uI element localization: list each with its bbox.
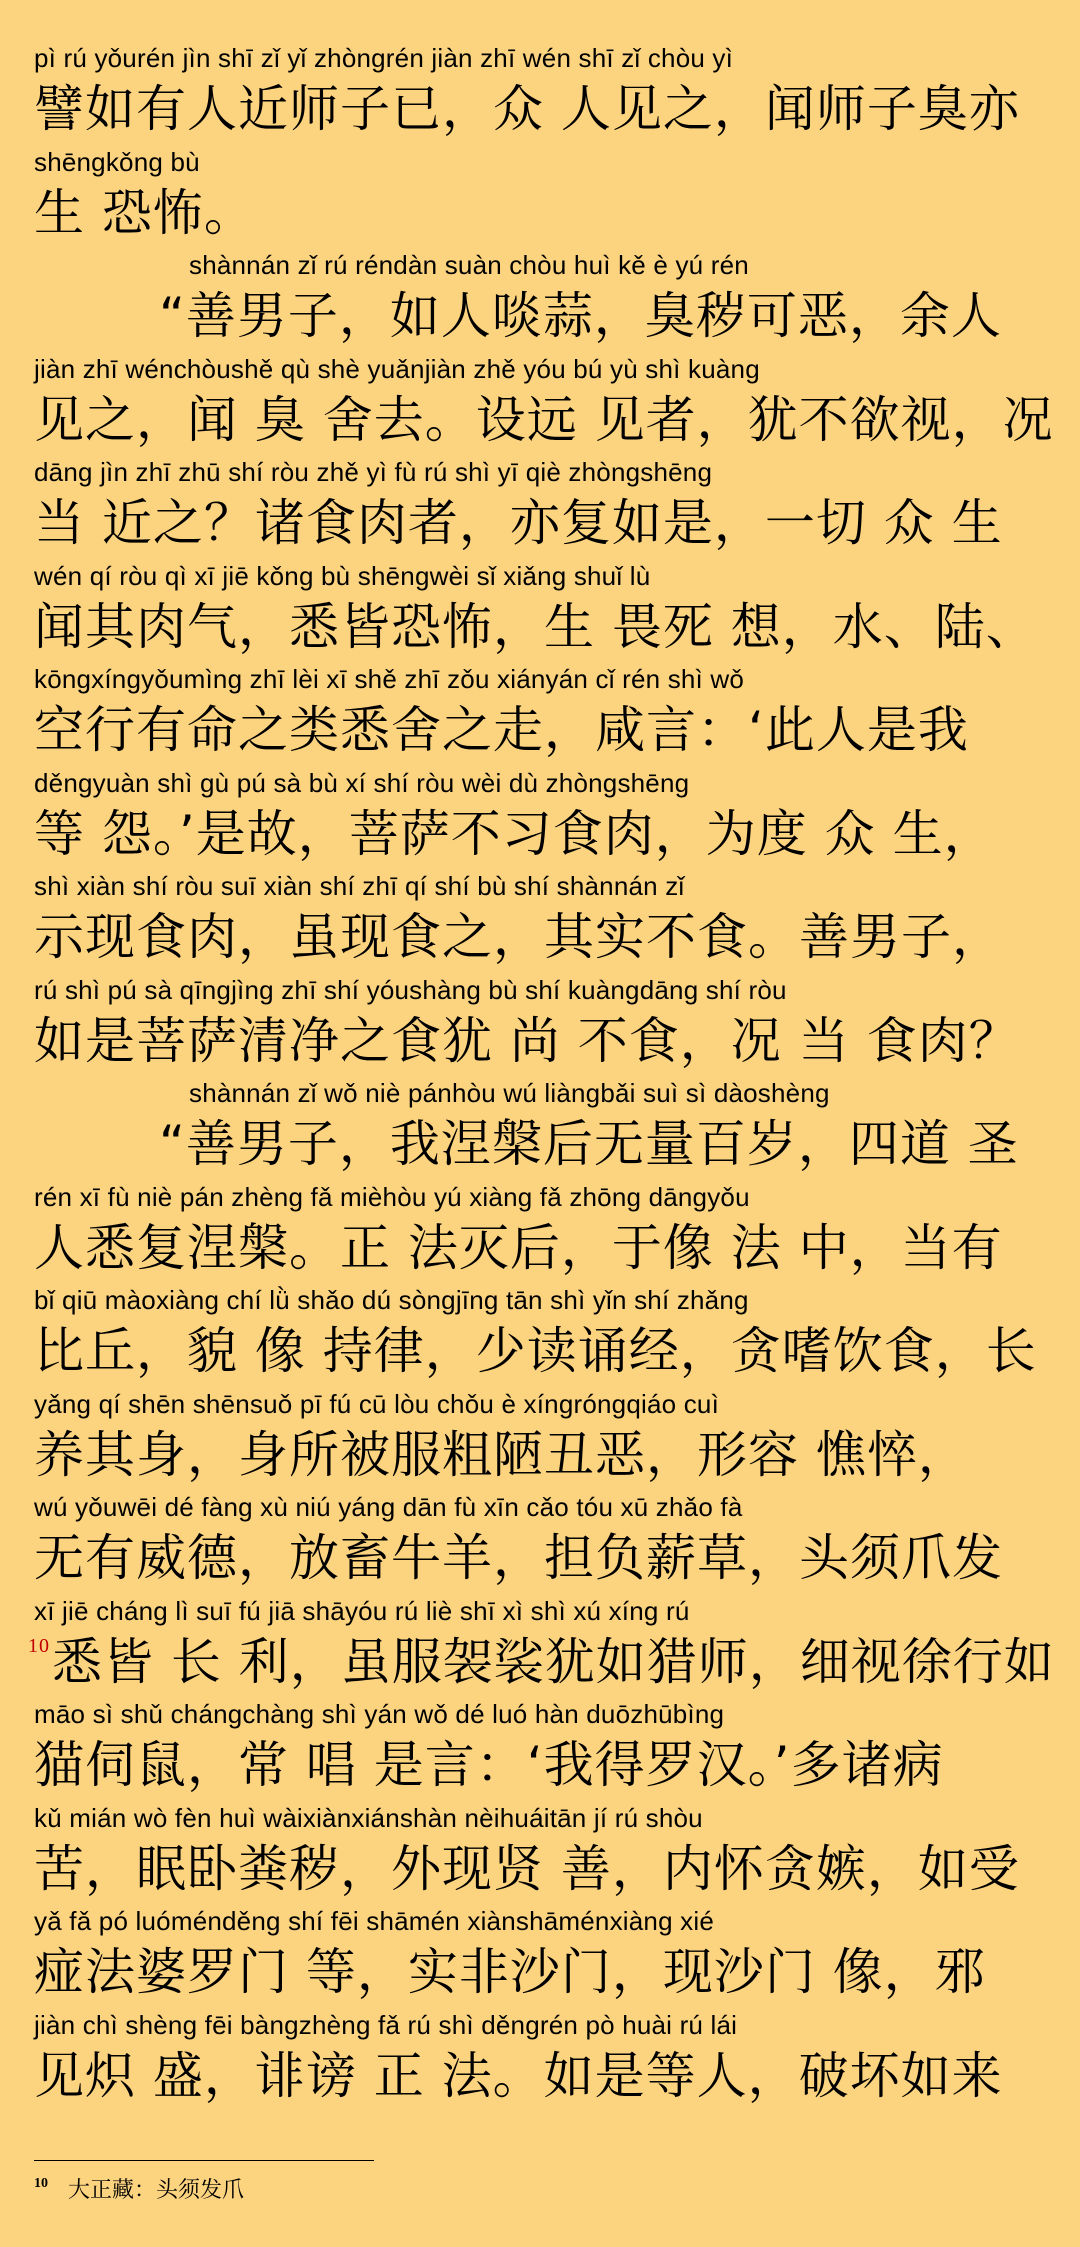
hanzi-text: 悉皆 长 利，虽服袈裟犹如猎师，细视徐行如 [52, 1632, 1055, 1691]
footnote-text: 大正藏：头须发爪 [68, 2178, 245, 2203]
text-line-15 [34, 1487, 1054, 1591]
text-line-18 [34, 1798, 1054, 1902]
hanzi-row: 譬如有人近师子已，众 人见之，闻师子臭亦 [34, 80, 1020, 138]
hanzi-row: 痖法婆罗门 等，实非沙门，现沙门 像，邪 [34, 1943, 986, 2001]
pinyin-row: wén qí ròu qì xī jiē kǒng bù shēngwèi sǐ xiǎng shuǐ lù [34, 560, 651, 591]
text-line-1 [34, 38, 1054, 142]
text-line-7 [34, 659, 1054, 763]
text-line-20 [34, 2005, 1054, 2109]
hanzi-row: 空行有命之类悉舍之走，咸言：‘此人是我 [34, 701, 969, 759]
pinyin-row: bǐ qiū màoxiàng chí lǜ shǎo dú sòngjīng tān shì yǐn shí zhǎng [34, 1285, 749, 1315]
hanzi-row: 苦，眠卧粪秽，外现贤 善，内怀贪嫉，如受 [34, 1839, 1020, 1898]
hanzi-row: 养其身，身所被服粗陋丑恶，形容 憔悴， [34, 1425, 969, 1484]
text-line-3 [34, 245, 1054, 349]
pinyin-row: shēngkǒng bù [34, 146, 200, 177]
hanzi-row: 闻其肉气，悉皆恐怖，生 畏死 想，水、陆、 [34, 597, 1037, 656]
text-line-11 [34, 1073, 1054, 1177]
pinyin-row: kōngxíngyǒumìng zhī lèi xī shě zhī zǒu xiányán cǐ rén shì wǒ [34, 664, 745, 694]
pinyin-row: rú shì pú sà qīngjìng zhī shí yóushàng bù shí kuàngdāng shí ròu [34, 974, 787, 1005]
pinyin-row: xī jiē cháng lì suī fú jiā shāyóu rú liè shī xì shì xú xíng rú [34, 1595, 690, 1626]
text-line-17 [34, 1694, 1054, 1798]
pinyin-row: wú yǒuwēi dé fàng xù niú yáng dān fù xīn cǎo tóu xū zhǎo fà [34, 1492, 743, 1522]
text-line-6 [34, 556, 1054, 660]
pinyin-row: kǔ mián wò fèn huì wàixiànxiánshàn nèihuáitān jí rú shòu [34, 1802, 703, 1833]
hanzi-row: 见炽 盛，诽谤 正 法。如是等人，破坏如来 [34, 2046, 1003, 2105]
pinyin-row: rén xī fù niè pán zhèng fǎ mièhòu yú xiàng fǎ zhōng dāngyǒu [34, 1181, 750, 1212]
text-line-16 [28, 1591, 1055, 1695]
hanzi-row: 当 近之？诸食肉者，亦复如是，一切 众 生 [34, 494, 1003, 552]
text-line-5 [34, 452, 1054, 556]
hanzi-row: 比丘，貌 像 持律，少读诵经，贪嗜饮食，长 [34, 1322, 1037, 1380]
pinyin-row: dāng jìn zhī zhū shí ròu zhě yì fù rú shì yī qiè zhòngshēng [34, 457, 713, 487]
pinyin-row: jiàn zhī wénchòushě qù shè yuǎnjiàn zhě yóu bú yù shì kuàng [34, 353, 760, 384]
pinyin-row: shànnán zǐ rú réndàn suàn chòu huì kě è yú rén [189, 250, 749, 280]
text-line-12 [34, 1177, 1054, 1281]
hanzi-row: “善男子，我涅槃后无量百岁，四道 圣 [159, 1115, 1019, 1173]
footnote [34, 2174, 244, 2208]
text-line-13 [34, 1280, 1054, 1384]
text-line-9 [34, 866, 1054, 970]
pinyin-row: yǎ fǎ pó luóménděng shí fēi shāmén xiànshāménxiàng xié [34, 1906, 714, 1936]
text-line-2 [34, 142, 1054, 246]
text-line-8 [34, 763, 1054, 867]
pinyin-row: pì rú yǒurén jìn shī zǐ yǐ zhòngrén jiàn zhī wén shī zǐ chòu yì [34, 43, 734, 73]
hanzi-row: 等 怨。’是故，菩萨不习食肉，为度 众 生， [34, 804, 995, 863]
hanzi-row: 生 恐怖。 [34, 183, 255, 242]
pinyin-row: jiàn chì shèng fēi bàngzhèng fǎ rú shì děngrén pò huài rú lái [34, 2009, 738, 2040]
hanzi-row: 示现食肉，虽现食之，其实不食。善男子， [34, 908, 1003, 966]
footnote-marker[interactable]: 10 [28, 1634, 50, 1657]
hanzi-row: 猫伺鼠，常 唱 是言：‘我得罗汉。’多诸病 [34, 1736, 944, 1794]
text-line-10 [34, 970, 1054, 1074]
footnote-number: 10 [34, 2176, 48, 2191]
hanzi-row: 人悉复涅槃。正 法灭后，于像 法 中，当有 [34, 1218, 1003, 1277]
text-line-4 [34, 349, 1054, 453]
hanzi-row [28, 1631, 1055, 1693]
hanzi-row: 无有威德，放畜牛羊，担负薪草，头须爪发 [34, 1529, 1003, 1587]
pinyin-row: yǎng qí shēn shēnsuǒ pī fú cū lòu chǒu è xíngróngqiáo cuì [34, 1388, 719, 1419]
hanzi-row: “善男子，如人啖蒜，臭秽可恶，余人 [159, 287, 1002, 345]
pinyin-row: shì xiàn shí ròu suī xiàn shí zhī qí shí bù shí shànnán zǐ [34, 871, 685, 901]
pinyin-row: shànnán zǐ wǒ niè pánhòu wú liàngbǎi suì sì dàoshèng [189, 1078, 830, 1108]
hanzi-row: 见之，闻 臭 舍去。设远 见者，犹不欲视，况 [34, 390, 1054, 449]
pinyin-row: māo sì shǔ chángchàng shì yán wǒ dé luó hàn duōzhūbìng [34, 1699, 725, 1729]
footnote-divider [34, 2160, 374, 2161]
text-line-14 [34, 1384, 1054, 1488]
pinyin-row: děngyuàn shì gù pú sà bù xí shí ròu wèi dù zhòngshēng [34, 767, 690, 798]
text-line-19 [34, 1901, 1054, 2005]
hanzi-row: 如是菩萨清净之食犹 尚 不食，况 当 食肉？ [34, 1011, 1020, 1070]
